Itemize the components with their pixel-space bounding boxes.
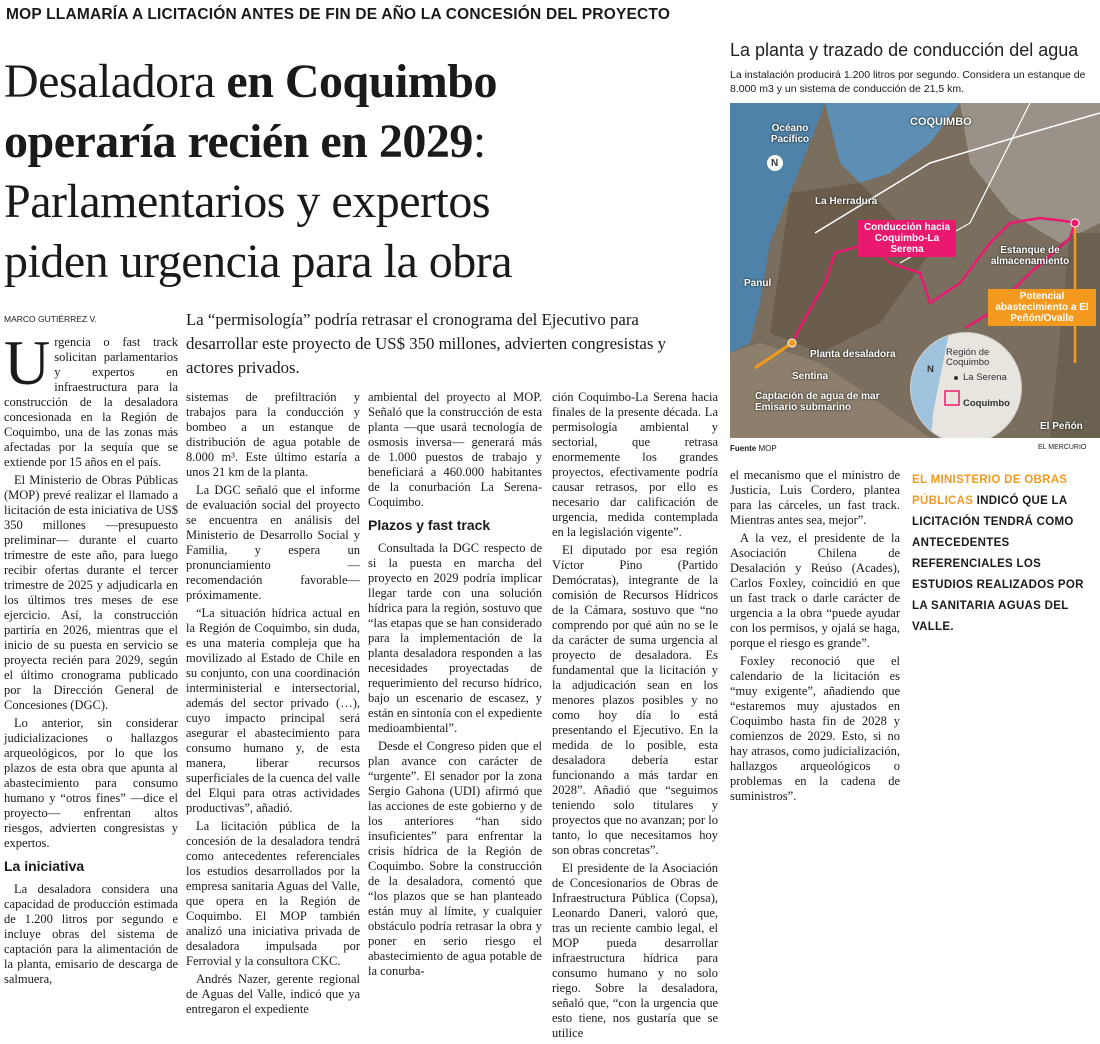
paragraph: El presidente de la Asociación de Concesionarios de Obras de Infraestructura Pública (Copsa), Leonardo Daneri, valoró que, tras un reciente cambio legal, el MOP pueda desarrollar infraestructura hídrica para consumo humano y no solo riego. Sobre la desaladora, señaló que, “con la urgencia que esto tiene, nos gustaría que se utilice [552,861,718,1040]
headline-colon: : [472,115,486,168]
herradura-label: La Herradura [815,196,878,207]
paragraph: ción Coquimbo-La Serena hacia finales de la presente década. La permisología ambiental y sectorial, que retrasa enormemente los grandes proyectos, efectivamente podría causar retrasos, por ello es necesario dar calificación de urgencia, medida contemplada en la legislación vigente”. [552,390,718,539]
penon-label: El Peñón [1040,421,1083,432]
headline-line-2: operaría recién en 2029 [4,115,473,168]
paragraph: La licitación pública de la concesión de la desaladora tendrá como antecedentes referenciales los estudios desarrollados por la empresa sanitaria Aguas del Valle, que opera en la Región de Coquimbo. El MOP también analizó una iniciativa privada de desaladora impulsada por Ferrovial y la consultora CKC. [186,819,360,968]
inset-highlight [945,391,959,405]
paragraph: ambiental del proyecto al MOP. Señaló que la construcción de esta planta —que usará tecnología de osmosis inversa— generará más de 1.000 puestos de trabajo y beneficiará a 460.000 habitantes de la conurbación La Serena-Coquimbo. [368,390,542,509]
sentina-label: Sentina [792,371,829,382]
article-column-3 [368,390,542,982]
source-label: Fuente [730,444,757,453]
subheading: Plazos y fast track [368,517,491,533]
headline-part: Desaladora [4,55,227,108]
paragraph: rgencia o fast track solicitan parlamentarios y expertos en infraestructura para la construcción de la desaladora concesionada en la Región de Coquimbo, una de las zonas más afectadas por la sequía que se extiende por 15 años en el país. [4,335,178,469]
inset-coquimbo-label: Coquimbo [963,398,1010,409]
paragraph: El diputado por esa región Víctor Pino (Partido Demócratas), integrante de la comisión de Recursos Hídricos de la Cámara, sostuvo que “no comprendo por qué aún no se le da carácter de suma urgencia al proyecto de desaladora. Es fundamental que la licitación y la adjudicación sean en los menores plazos posibles y no como hoy día lo está presentando el Ejecutivo. En la medida de lo posible, esta desaladora debería estar funcionando a más tardar en 2028”. Añadió que “seguimos teniendo solo titulares y proyectos que no avanzan; por lo tanto, lo que necesitamos hoy son obras concretas”. [552,543,718,857]
tank-label: Estanque de almacenamiento [990,245,1070,267]
pull-quote-text: INDICÓ QUE LA LICITACIÓN TENDRÁ COMO ANTECEDENTES REFERENCIALES LOS ESTUDIOS REALIZADOS POR LA SANITARIA AGUAS DEL VALLE. [912,495,1084,633]
paragraph: el mecanismo que el ministro de Justicia, Luis Cordero, plantea para las cárceles, un fast track. Mientras antes sea, mejor”. [730,468,900,527]
panul-label: Panul [744,278,772,289]
pull-quote-highlight: EL MINISTERIO DE OBRAS PÚBLICAS [912,474,1068,507]
ocean-label: Océano Pacífico [770,123,810,145]
paragraph: Consultada la DGC respecto de si la puesta en marcha del proyecto en 2029 podría implicar llegar tarde con una solución hídrica para la región, sostuvo que “las etapas que se han considerado para la implementación de la planta desaladora responden a las necesidades proyectadas de requerimiento del recurso hídrico, bajo un escenario de escasez, y están en sintonía con el expediente medioambiental”. [368,541,542,735]
map-source [730,444,777,453]
byline: MARCO GUTIÉRREZ V. [4,314,97,324]
article-column-1 [4,327,178,990]
article-column-4 [552,390,718,1044]
deck: La “permisología” podría retrasar el cronograma del Ejecutivo para desarrollar este proyecto de US$ 350 millones, advierten congresistas y actores privados. [186,310,666,377]
paragraph: Foxley reconoció que el calendario de la licitación es “muy exigente”, añadiendo que “estaremos muy ajustados en Coquimbo hasta fin de 2028 y comienzos de 2029. Esto, si no hay atrasos, como judicialización, hallazgos arqueológicos o problemas en la cadena de suministros”. [730,654,900,803]
kicker: MOP LLAMARÍA A LICITACIÓN ANTES DE FIN DE AÑO LA CONCESIÓN DEL PROYECTO [6,6,671,23]
map-title: La planta y trazado de conducción del agua [730,40,1079,60]
paragraph: La DGC señaló que el informe de evaluación social del proyecto se encuentra en análisis del Ministerio de Desarrollo Social y Familia, y espera un pronunciamiento —recomendación favorable— próximamente. [186,483,360,602]
coquimbo-label: COQUIMBO [910,116,972,128]
headline-line-3: Parlamentarios y expertos [4,175,491,228]
inset-ocean [911,333,949,438]
tank-marker [1071,219,1079,227]
pull-quote [912,470,1092,638]
plant-label: Planta desaladora [810,349,896,360]
source-value: MOP [758,444,777,453]
headline [4,52,704,292]
inset-region-label: Región de Coquimbo [946,347,990,368]
dropcap: U [4,327,51,398]
inset-north-label: N [927,364,934,375]
map-credit: EL MERCURIO [1038,444,1087,451]
inset-city-dot [954,376,958,380]
bay-area [825,103,960,183]
paragraph: El Ministerio de Obras Públicas (MOP) prevé realizar el llamado a licitación de esta iniciativa de US$ 350 millones —presupuesto preliminar— durante el cuarto trimestre de este año, para luego recibir ofertas durante el tercer trimestre de 2025 y adjudicarla en los últimos tres meses de ese ejercicio. Así, la construcción partiría en 2026, mientras que el inicio de su puesta en servicio se proyecta recién para 2029, según el último cronograma publicado por la Dirección General de Concesiones (DGC). [4,473,178,712]
headline-line-4: piden urgencia para la obra [4,235,513,288]
paragraph: La desaladora considera una capacidad de producción estimada de 1.200 litros por segundo e incluye obras del sistema de captación para la alimentación de la planta, emisario de descarga de salmuera, [4,882,178,986]
conduction-callout: Conducción hacia Coquimbo-La Serena [858,220,956,257]
paragraph: Desde el Congreso piden que el plan avance con carácter de “urgente”. El senador por la zona Sergio Gahona (UDI) afirmó que las acciones de este gobierno y de los anteriores “han sido insuficientes” para enfrentar la crisis hídrica de la Región de Coquimbo. Sobre la construcción de la desaladora, comentó que “los plazos que se han planteado están muy al límite, y cualquier obstáculo podría retrasar la obra y poner en serio riesgo el abastecimiento de agua potable de la conurba- [368,739,542,978]
headline-bold-part: en Coquimbo [226,55,497,108]
paragraph: A la vez, el presidente de la Asociación Chilena de Desalación y Reúso (Acades), Carlos Foxley, coincidió en que un fast track o darle carácter de urgencia a la obra “puede ayudar con los permisos, y ojalá se haga, porque el riesgo es grande”. [730,531,900,650]
paragraph: “La situación hídrica actual en la Región de Coquimbo, sin duda, es una materia compleja que ha movilizado al Estado de Chile en su conjunto, con una coordinación interministerial e intersectorial, además del sector privado (…), cuyo impacto principal será asegurar el abastecimiento para consumo humano y, de esta manera, liberar recursos superficiales de la cuenca del valle del Elqui para otras actividades productivas”, añadió. [186,606,360,815]
north-label: N [771,158,779,169]
subheading: La iniciativa [4,858,85,874]
locator-inset [910,332,1022,438]
article-column-5 [730,468,900,807]
paragraph: sistemas de prefiltración y trabajos para la conducción y bombeo a un estanque de distribución de agua potable de 8.000 m³. Este último estaría a unos 21 km de la planta. [186,390,360,479]
map [730,103,1100,438]
article-column-2 [186,390,360,1020]
paragraph: Lo anterior, sin considerar judicializaciones o hallazgos arqueológicos, por lo que los plazos de esta obra que apunta al abastecimiento para consumo humano y “otros fines” —dice el proyecto— enfrentan altos riesgos, advierten congresistas y expertos. [4,716,178,850]
supply-callout: Potencial abastecimiento a El Peñón/Ovalle [988,289,1096,326]
paragraph: Andrés Nazer, gerente regional de Aguas del Valle, indicó que ya entregaron el expediente [186,972,360,1016]
plant-marker [788,339,796,347]
map-subtitle: La instalación producirá 1.200 litros por segundo. Considera un estanque de 8.000 m3 y un sistema de conducción de 21,5 km. [730,69,1086,95]
intake-label: Captación de agua de mar Emisario submarino [755,391,880,413]
inset-serena-label: La Serena [963,372,1007,383]
